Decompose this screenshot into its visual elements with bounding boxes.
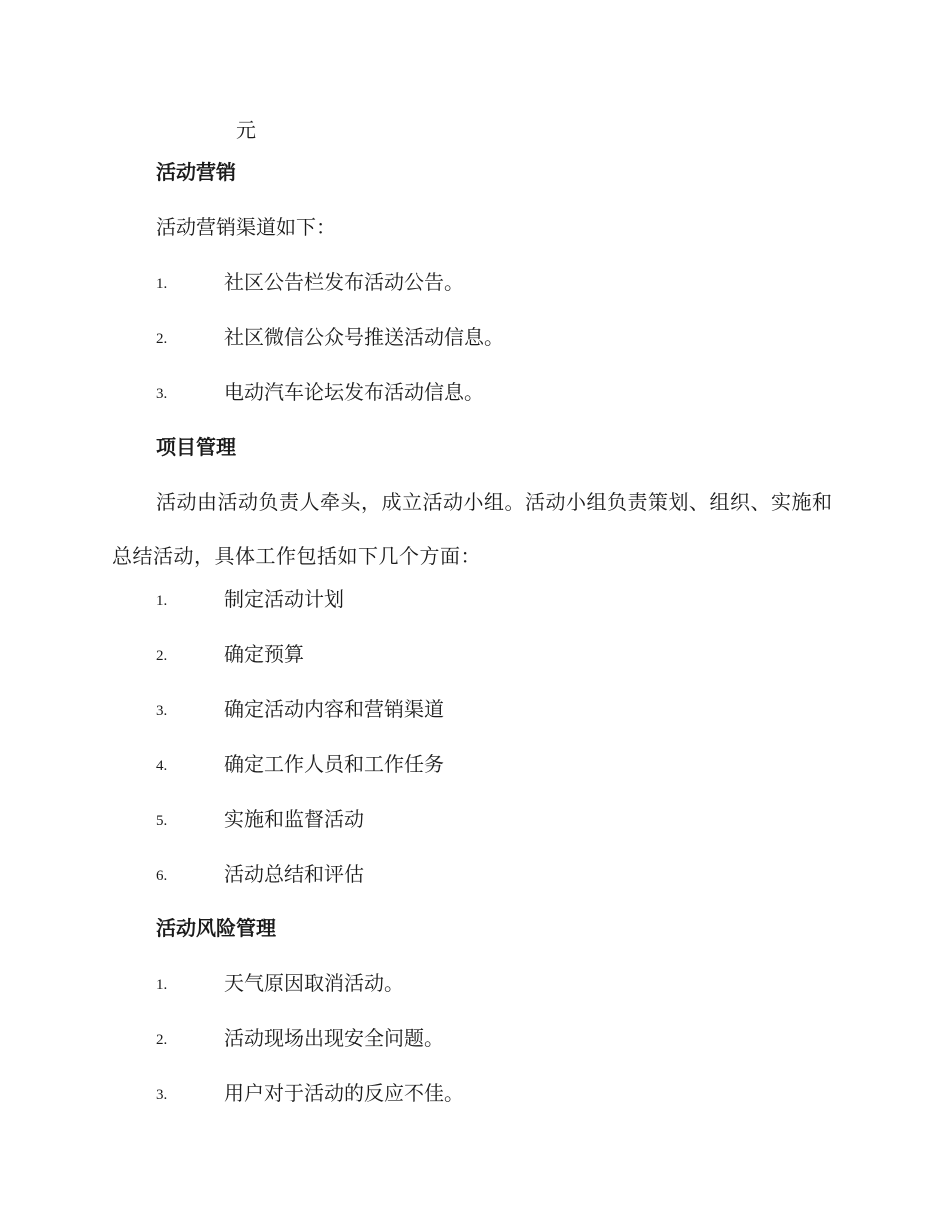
list-text: 天气原因取消活动。: [224, 971, 404, 995]
list-number: 3.: [156, 386, 168, 402]
section-heading-marketing: 活动营销: [156, 160, 236, 184]
list-text: 活动现场出现安全问题。: [224, 1026, 444, 1050]
list-text: 制定活动计划: [224, 587, 344, 611]
list-number: 6.: [156, 868, 168, 884]
list-number: 3.: [156, 703, 168, 719]
marketing-intro: 活动营销渠道如下：: [156, 215, 336, 239]
list-text: 确定活动内容和营销渠道: [224, 697, 444, 721]
list-number: 1.: [156, 276, 168, 292]
list-text: 用户对于活动的反应不佳。: [224, 1081, 464, 1105]
list-text: 活动总结和评估: [224, 862, 364, 886]
list-number: 4.: [156, 758, 168, 774]
list-text: 电动汽车论坛发布活动信息。: [224, 380, 484, 404]
section-heading-risk: 活动风险管理: [156, 916, 276, 940]
list-number: 1.: [156, 977, 168, 993]
list-text: 社区微信公众号推送活动信息。: [224, 325, 504, 349]
list-text: 确定工作人员和工作任务: [224, 752, 444, 776]
project-paragraph: 活动由活动负责人牵头，成立活动小组。活动小组负责策划、组织、实施和总结活动，具体工作包括如下几个方面：: [112, 490, 833, 568]
section-heading-project: 项目管理: [156, 435, 236, 459]
list-number: 2.: [156, 331, 168, 347]
list-number: 3.: [156, 1087, 168, 1103]
list-text: 实施和监督活动: [224, 807, 364, 831]
list-number: 5.: [156, 813, 168, 829]
list-number: 2.: [156, 648, 168, 664]
list-text: 确定预算: [224, 642, 304, 666]
list-number: 2.: [156, 1032, 168, 1048]
list-text: 社区公告栏发布活动公告。: [224, 270, 464, 294]
list-number: 1.: [156, 593, 168, 609]
text-fragment: 元: [236, 118, 256, 142]
